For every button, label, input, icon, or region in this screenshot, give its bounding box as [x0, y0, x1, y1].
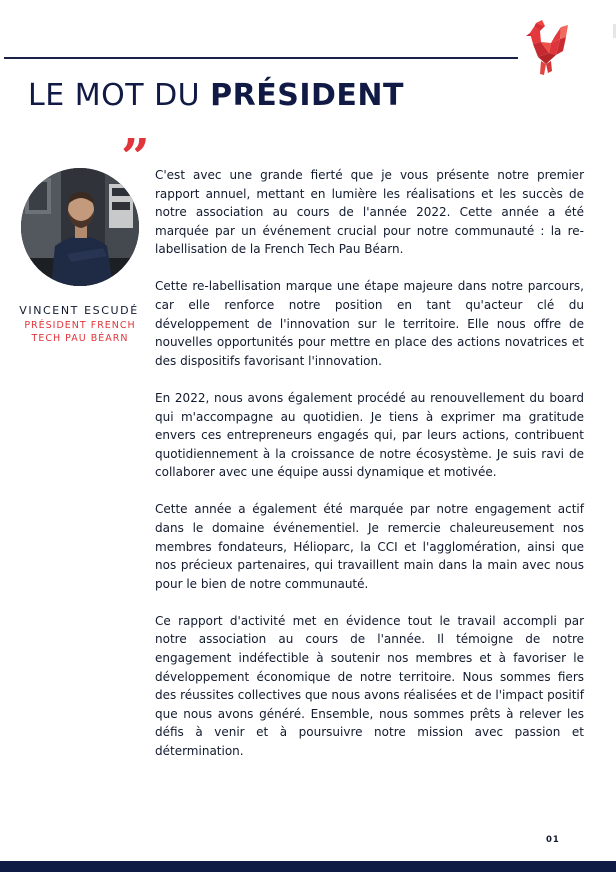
message-paragraph: Cette re-labellisation marque une étape majeure dans notre parcours, car elle renforce notre position en tant qu'acteur clé du développement de l'innovation sur le territoire. Elle nous offre de nouvelles opportunités pour mettre en place des actions novatrices et des dispositifs favorisant l'innovation. [155, 279, 584, 368]
president-message [155, 166, 584, 779]
quote-mark-icon: ” [121, 127, 150, 186]
author-portrait [21, 168, 139, 286]
author-name: VINCENT ESCUDÉ [19, 304, 139, 317]
message-paragraph: C'est avec une grande fierté que je vous présente notre premier rapport annuel, mettant en lumière les réalisations et les succès de notre association au cours de l'année 2022. Cette année a été marquée par un événement crucial pour notre communauté : la re-labellisation de la French Tech Pau Béarn. [155, 168, 584, 257]
header-rule [4, 57, 518, 59]
portrait-photo [21, 168, 139, 286]
page-title-bold: PRÉSIDENT [210, 78, 404, 113]
message-paragraph: Cette année a également été marquée par notre engagement actif dans le domaine événementiel. Je remercie chaleureusement nos membres fondateurs, Hélioparc, la CCI et l'agglomération, ainsi que nos précieux partenaires, qui travaillent main dans la main avec nous pour le bien de notre communauté. [155, 502, 584, 591]
page-title-regular: LE MOT DU [28, 78, 211, 113]
page-title [28, 78, 404, 113]
message-paragraph: En 2022, nous avons également procédé au renouvellement du board qui m'accompagne au quotidien. Je tiens à exprimer ma gratitude envers ces entrepreneurs engagés qui, par leurs actions, contribuent quotidiennement à la croissance de notre écosystème. Je suis ravi de collaborer avec une équipe aussi dynamique et motivée. [155, 390, 584, 480]
french-tech-rooster-icon [525, 20, 569, 76]
message-paragraph: Ce rapport d'activité met en évidence tout le travail accompli par notre association au cours de l'année. Il témoigne de notre engagement indéfectible à soutenir nos membres et à favoriser le développement économique de notre territoire. Nous sommes fiers des réussites collectives que nous avons réalisées et de l'impact positif que nous avons généré. Ensemble, nous sommes prêts à relever les défis à venir et à poursuivre notre mission avec passion et détermination. [155, 613, 584, 759]
page-number: 01 [546, 835, 560, 845]
author-role: PRÉSIDENT FRENCH TECH PAU BÉARN [24, 320, 136, 344]
footer-bar [0, 861, 616, 872]
